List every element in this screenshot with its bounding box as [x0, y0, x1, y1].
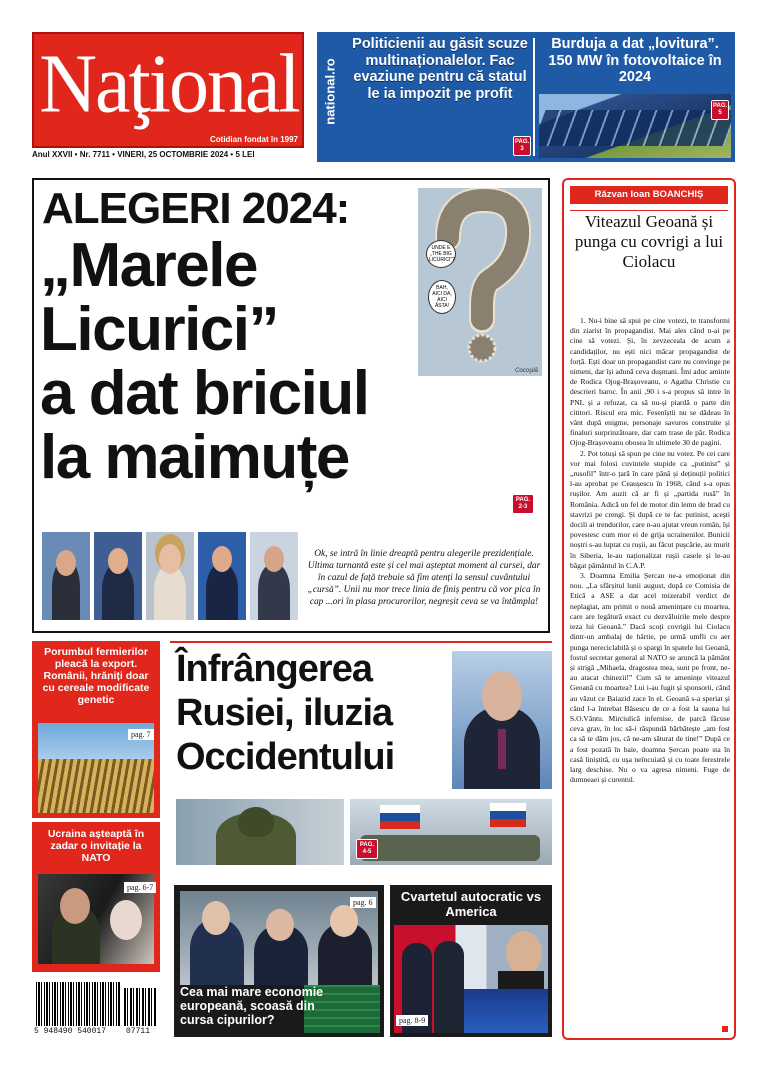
logo-box — [32, 32, 304, 148]
lead-box — [32, 178, 550, 633]
barcode-bars-icon — [36, 982, 120, 1026]
bottom-story-1[interactable] — [174, 885, 384, 1037]
left-story-2-title: Ucraina așteaptă în zadar o invitație la NATO — [47, 828, 145, 864]
teaser-1[interactable] — [347, 36, 533, 158]
left-story-2-page: pag. 6-7 — [124, 882, 156, 893]
editorial-paragraph-2: 2. Pot totuși să spun pe cine nu votez. Pe cei care vor mai folosi cuvintele stupide ca „putinist” și „rusofil” într-o țară în care până și deținuții politici l-au aprobat pe Ceaușescu în 1968, când s-a opus rușilor. Am auzit că ar fi și „partida rusă” în România. Adică un fel de motor din lemn de brad cu stavrizi pe crengi. Și după ce te fac putinist, acești docili ai trendurilor, care n-au ajutat vreun român, își povestesc cum mor ei de grija ucrainenilor. Bunicii noștri s-au luptat cu rușii, au făcut pușcărie, au murit în Siberia, le-au naționalizat rușii casele și le-au băgat pământul în C.A.P. — [570, 448, 730, 570]
teaser-bar — [317, 32, 735, 162]
lead-line-1: „Marele — [40, 231, 257, 300]
editorial-body — [570, 316, 730, 785]
end-mark-icon — [722, 1026, 728, 1032]
lead-page-badge: PAG. 2-3 — [512, 494, 534, 514]
cartoon-bubble-1: UNDE E „THE BIG LICURICI”? — [426, 240, 456, 268]
russia-line-3: Occidentului — [176, 736, 395, 778]
putin-photo — [452, 651, 552, 789]
editorial-paragraph-3: 3. Doamna Emilia Șercan ne-a emoționat din nou. „La sfârșitul lunii august, după ce Comisia de Etică a ASE a dat acel mizerabil verdict de neplagiat, am primit o nouă amenințare cu moartea, care are legătură exact cu dezvăluirile mele despre teza lui Geoană.” Dacă scoți covrigii lui Ciolacu dintr-un ambalaj de hârtie, pe urmă umfli cu aer punga nereciclabilă și o spargi în spatele lui Geoană, fostul secretar general al NATO se aruncă la pământ și strigă „Mihaela, dragostea mea, sunt pe front, ne-au atacat chinezii!” Cum să te amenințe viteazul Geoană cu moartea? Lui i-au fugit și sponsorii, când au văzut ce Baiazid zace în el. Geoană s-a speriat și când l-a întrebat Băsescu de ce a fost la sauna lui S.O.Vântu. Mirciulică infernise, de parcă făcuse ceva grav, în loc să-i răspundă bărbătește „am fost ca să te dăm jos, că ne-am săturat de tine!” După ce a fost pozată în baie, doamna Șercan poate sta în casă liniștită, cu ușa neîncuiată și cu toate ferestrele larg deschise. Nu o va agresa nimeni. Fuge de dumneaei și curentul. — [570, 571, 730, 785]
teaser-1-title: Politicienii au găsit scuze multinaționalelor. Fac evaziune pentru că statul le ia impozit pe profit — [352, 36, 528, 102]
barcode — [32, 982, 160, 1040]
russia-page-badge: PAG. 4-5 — [356, 839, 378, 859]
cartoon-bubble-2: BAH, AICI DA, AICI ĂSTA! — [428, 280, 456, 314]
bottom-story-2[interactable] — [390, 885, 552, 1037]
left-story-1[interactable] — [32, 641, 160, 818]
question-mark-cartoon — [418, 188, 542, 376]
tanks-flags-photo — [350, 799, 552, 865]
lead-summary: Ok, se intră în linie dreaptă pentru alegerile prezidențiale. Ultima turnantă este și cel mai așteptat moment al cursei, dar în cazul de față trebuie să fim atenți la sensul cuvântului „cursă”. Unii nu mor trece linia de finiș pentru că vor pica în cap ...ori în plasa procurorilor, negreșit ceva se va întâmpla! — [307, 549, 541, 607]
barcode-addon: 07711 — [126, 1027, 151, 1036]
editorial-paragraph-1: 1. Nu-i bine să spui pe cine votezi, te transformi din ziarist în propagandist. Mai ales când n-ai pe cine să votezi. Și, în zevzeceala de acum a candidaților, nu ești nici măcar propagandist de forță. Ești doar un propagandist care nu convinge pe nimeni, dar își adună ceva dușmani. Îmi aduc aminte de Rodica Ojog-Brașoveanu, o Agatha Christie cu descrieri baroc. În anii ,90 i s-a propus să intre în PNL și a refuzat, ca să nu-și piardă o parte din cititori. Riscul era mic. Fesenîștii nu se dădeau în vânt după enigme, personaje savuros construite și finaluri surprinzătoare, dar cam trase de păr. Rodica Ojog-Brașoveanu obosea în ultimele 30 de pagini. — [570, 316, 730, 448]
teaser-2-page: PAG. 5 — [711, 100, 729, 120]
candidate-photo-2 — [94, 532, 142, 620]
candidate-photo-3 — [146, 532, 194, 620]
issue-line: Anul XXVII • Nr. 7711 • VINERI, 25 OCTOMBRIE 2024 • 5 LEI — [32, 150, 255, 159]
solar-panels-photo — [539, 94, 731, 158]
teaser-divider — [533, 38, 535, 156]
barcode-digits: 5 948490 540017 — [34, 1027, 107, 1036]
bottom-story-1-title: Cea mai mare economie europeană, scoasă din cursa cipurilor? — [180, 985, 324, 1027]
soldier-photo — [176, 799, 344, 865]
side-url-text[interactable]: national.ro — [322, 58, 338, 125]
bottom-story-2-page: pag. 8-9 — [396, 1015, 428, 1026]
barcode-addon-bars-icon — [124, 988, 156, 1026]
tagline: Cotidian fondat în 1997 — [209, 135, 298, 144]
teaser-2[interactable] — [539, 36, 731, 158]
lead-kicker: ALEGERI 2024: — [42, 184, 350, 233]
lead-line-4: la maimuțe — [40, 423, 349, 492]
candidate-photo-5 — [250, 532, 298, 620]
lead-line-2: Licurici” — [40, 295, 279, 364]
russia-line-2: Rusiei, iluzia — [176, 692, 393, 734]
left-story-2[interactable] — [32, 822, 160, 972]
side-url — [317, 32, 343, 162]
teaser-2-title: Burduja a dat „lovitura”. 150 MW în fotovoltaice în 2024 — [548, 36, 722, 85]
editorial-title[interactable]: Viteazul Geoană și punga cu covrigi a lui Ciolacu — [574, 212, 724, 271]
politicians-photo — [180, 891, 378, 985]
lead-line-3: a dat briciul — [40, 359, 369, 428]
masthead — [32, 32, 304, 162]
left-story-1-title: Porumbul fermierilor pleacă la export. Românii, hrăniți doar cu cereale modificate genetic — [42, 646, 150, 706]
russia-line-1: Înfrângerea — [176, 648, 372, 690]
candidate-photo-4 — [198, 532, 246, 620]
bottom-story-2-title: Cvartetul autocratic vs America — [400, 889, 542, 919]
cartoon-signature: Cocoşilă — [514, 368, 538, 374]
teaser-1-page: PAG. 3 — [513, 136, 531, 156]
bottom-story-1-page: pag. 6 — [350, 897, 376, 908]
editorial-author: Răzvan Ioan BOANCHIȘ — [570, 186, 728, 204]
editorial-title-rule — [570, 210, 728, 211]
russia-headline[interactable] — [176, 647, 446, 779]
left-story-1-page: pag. 7 — [128, 729, 154, 740]
candidate-photo-1 — [42, 532, 90, 620]
russia-story — [170, 641, 552, 867]
editorial — [562, 178, 736, 1040]
logo[interactable]: Naţional — [39, 37, 299, 131]
